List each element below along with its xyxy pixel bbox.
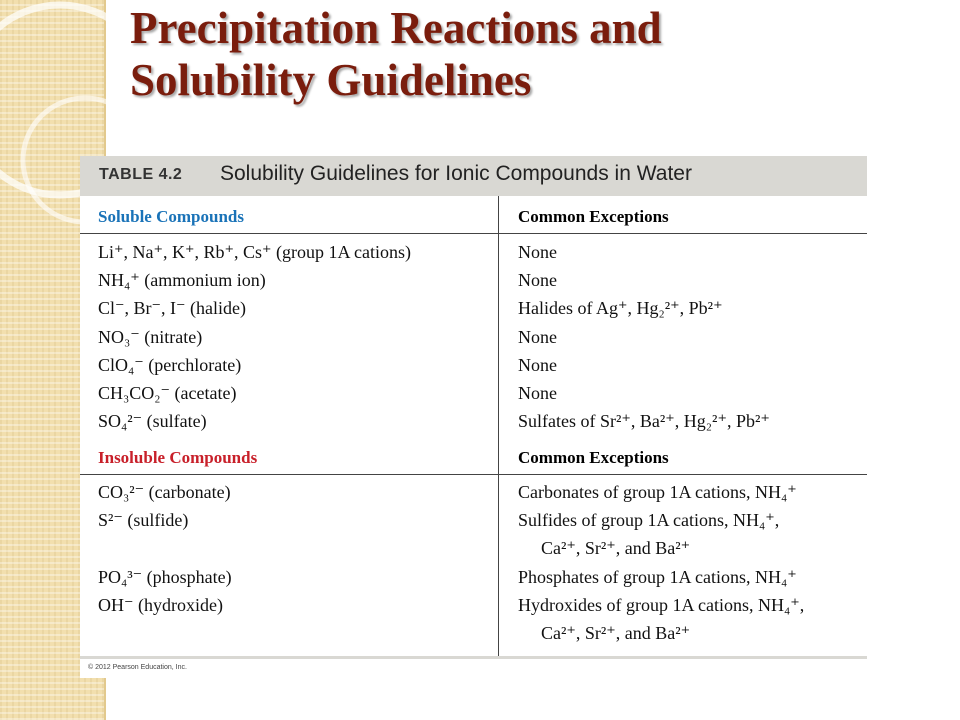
divider [80, 233, 867, 234]
table-caption-bar [80, 156, 867, 196]
soluble-exceptions-header: Common Exceptions [518, 207, 669, 226]
soluble-exception: None [518, 327, 557, 347]
insoluble-exception: Hydroxides of group 1A cations, NH₄⁺, [518, 595, 805, 615]
soluble-compound: CH₃CO₂⁻ (acetate) [98, 383, 237, 403]
table-bottom-rule [80, 656, 867, 659]
title-line-1: Precipitation Reactions and [130, 3, 662, 53]
soluble-compound: Li⁺, Na⁺, K⁺, Rb⁺, Cs⁺ (group 1A cations) [98, 242, 411, 262]
soluble-compound: NO₃⁻ (nitrate) [98, 327, 203, 347]
table-label: TABLE 4.2 [99, 166, 183, 183]
insoluble-exception: Carbonates of group 1A cations, NH₄⁺ [518, 482, 797, 502]
divider [80, 474, 867, 475]
insoluble-exception: Sulfides of group 1A cations, NH₄⁺, [518, 510, 780, 530]
page-title [130, 2, 662, 106]
insoluble-header: Insoluble Compounds [98, 448, 258, 467]
insoluble-exception-cont: Ca²⁺, Sr²⁺, and Ba²⁺ [541, 623, 691, 643]
copyright-notice: © 2012 Pearson Education, Inc. [88, 664, 187, 671]
soluble-exception: None [518, 355, 557, 375]
soluble-compound: SO₄²⁻ (sulfate) [98, 411, 207, 431]
soluble-exception: None [518, 383, 557, 403]
soluble-exception: Sulfates of Sr²⁺, Ba²⁺, Hg₂²⁺, Pb²⁺ [518, 411, 770, 431]
insoluble-compound: PO₄³⁻ (phosphate) [98, 567, 232, 587]
soluble-header: Soluble Compounds [98, 207, 244, 226]
insoluble-compound: S²⁻ (sulfide) [98, 510, 189, 530]
insoluble-compound: OH⁻ (hydroxide) [98, 595, 223, 615]
insoluble-exception: Phosphates of group 1A cations, NH₄⁺ [518, 567, 797, 587]
column-divider [498, 196, 499, 656]
soluble-exception: None [518, 270, 557, 290]
table-caption: Solubility Guidelines for Ionic Compounds in Water [220, 162, 692, 185]
soluble-compound: ClO₄⁻ (perchlorate) [98, 355, 242, 375]
soluble-compound: Cl⁻, Br⁻, I⁻ (halide) [98, 298, 246, 318]
title-line-2: Solubility Guidelines [130, 55, 532, 105]
soluble-compound: NH₄⁺ (ammonium ion) [98, 270, 266, 290]
soluble-exception: Halides of Ag⁺, Hg₂²⁺, Pb²⁺ [518, 298, 723, 318]
soluble-exception: None [518, 242, 557, 262]
insoluble-exception-cont: Ca²⁺, Sr²⁺, and Ba²⁺ [541, 538, 691, 558]
insoluble-exceptions-header: Common Exceptions [518, 448, 669, 467]
insoluble-compound: CO₃²⁻ (carbonate) [98, 482, 231, 502]
solubility-table [80, 156, 867, 678]
